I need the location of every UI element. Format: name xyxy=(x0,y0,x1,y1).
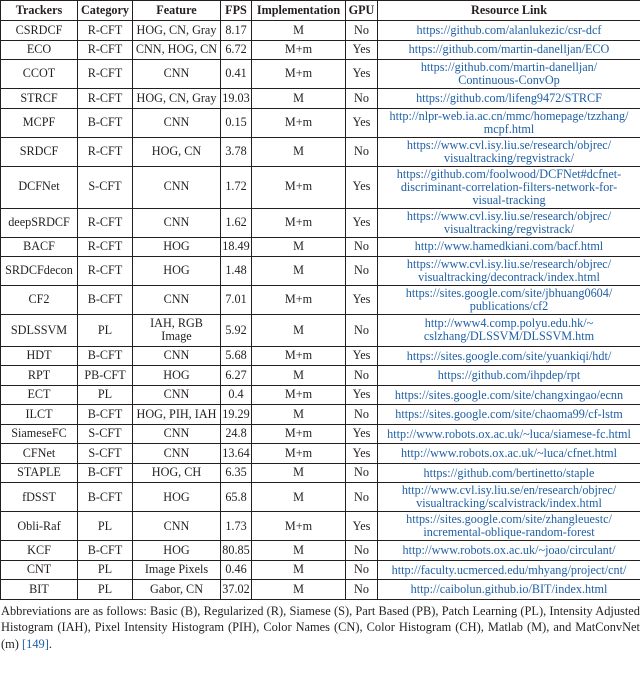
cell-resource-link xyxy=(378,463,640,483)
cell-tracker: SRDCFdecon xyxy=(1,257,78,286)
resource-link[interactable]: http://www4.comp.polyu.edu.hk/~ xyxy=(424,316,594,331)
cell-feature: HOG xyxy=(133,237,221,257)
cell-fps: 18.49 xyxy=(221,237,252,257)
cell-category: PB-CFT xyxy=(78,366,133,386)
cell-fps: 0.46 xyxy=(221,560,252,580)
cell-gpu: No xyxy=(346,257,378,286)
cell-implementation: M xyxy=(252,366,346,386)
cell-feature: CNN xyxy=(133,108,221,137)
cell-gpu: No xyxy=(346,405,378,425)
resource-link[interactable]: https://github.com/martin-danelljan/ xyxy=(420,60,598,74)
resource-link[interactable]: http://caibolun.github.io/BIT/index.html xyxy=(410,582,608,597)
cell-feature: CNN xyxy=(133,286,221,315)
cell-feature: HOG xyxy=(133,366,221,386)
table-row xyxy=(1,405,640,425)
resource-link[interactable]: https://sites.google.com/site/chaoma99/cf-lstm xyxy=(395,407,623,422)
cell-fps: 0.15 xyxy=(221,108,252,137)
cell-tracker: BACF xyxy=(1,237,78,257)
caption-end: . xyxy=(48,636,52,651)
table-row xyxy=(1,257,640,286)
cell-gpu: No xyxy=(346,366,378,386)
resource-link[interactable]: http://www.robots.ox.ac.uk/~luca/siamese-fc.html xyxy=(387,426,631,441)
cell-tracker: STRCF xyxy=(1,89,78,109)
cell-fps: 37.02 xyxy=(221,580,252,600)
header-trackers: Trackers xyxy=(1,1,78,21)
resource-link[interactable]: visualtracking/scalvistrack/index.html xyxy=(416,496,602,511)
cell-feature: IAH, RGB Image xyxy=(133,315,221,347)
cell-feature: HOG, PIH, IAH xyxy=(133,405,221,425)
cell-fps: 5.68 xyxy=(221,346,252,366)
cell-fps: 1.48 xyxy=(221,257,252,286)
cell-resource-link xyxy=(378,560,640,580)
resource-link[interactable]: http://faculty.ucmerced.edu/mhyang/project/cnt/ xyxy=(391,562,627,577)
cell-tracker: SiameseFC xyxy=(1,424,78,444)
table-row xyxy=(1,108,640,137)
cell-category: PL xyxy=(78,560,133,580)
cell-fps: 13.64 xyxy=(221,444,252,464)
header-implementation: Implementation xyxy=(252,1,346,21)
cell-fps: 1.62 xyxy=(221,208,252,237)
cell-gpu: Yes xyxy=(346,208,378,237)
cell-resource-link xyxy=(378,580,640,600)
resource-link[interactable]: Continuous-ConvOp xyxy=(458,73,560,87)
resource-link[interactable]: https://www.cvl.isy.liu.se/research/objrec/ xyxy=(406,208,612,223)
cell-feature: HOG xyxy=(133,541,221,561)
cell-resource-link xyxy=(378,257,640,286)
cell-fps: 1.73 xyxy=(221,512,252,541)
cell-tracker: ILCT xyxy=(1,405,78,425)
cell-fps: 6.72 xyxy=(221,40,252,60)
cell-category: S-CFT xyxy=(78,424,133,444)
cell-category: PL xyxy=(78,580,133,600)
table-row xyxy=(1,208,640,237)
cell-implementation: M xyxy=(252,257,346,286)
cell-resource-link xyxy=(378,512,640,541)
table-body xyxy=(1,21,640,600)
cell-category: R-CFT xyxy=(78,257,133,286)
cell-gpu: Yes xyxy=(346,40,378,60)
cell-gpu: No xyxy=(346,483,378,512)
table-caption xyxy=(0,600,640,653)
table-row xyxy=(1,346,640,366)
cell-resource-link xyxy=(378,424,640,444)
cell-feature: CNN xyxy=(133,444,221,464)
resource-link[interactable]: http://www.robots.ox.ac.uk/~joao/circulant/ xyxy=(402,543,616,558)
resource-link[interactable]: https://github.com/alanlukezic/csr-dcf xyxy=(416,22,602,37)
cell-implementation: M+m xyxy=(252,444,346,464)
cell-category: S-CFT xyxy=(78,166,133,208)
cell-resource-link xyxy=(378,541,640,561)
cell-tracker: DCFNet xyxy=(1,166,78,208)
cell-gpu: No xyxy=(346,21,378,41)
cell-tracker: ECO xyxy=(1,40,78,60)
table-row xyxy=(1,560,640,580)
resource-link[interactable]: https://www.cvl.isy.liu.se/research/objrec/ xyxy=(406,137,612,152)
table-row xyxy=(1,21,640,41)
cell-feature: Image Pixels xyxy=(133,560,221,580)
cell-implementation: M+m xyxy=(252,108,346,137)
table-row xyxy=(1,40,640,60)
cell-category: B-CFT xyxy=(78,108,133,137)
resource-link[interactable]: visual-tracking xyxy=(472,192,546,207)
table-row xyxy=(1,512,640,541)
cell-feature: CNN xyxy=(133,385,221,405)
resource-link[interactable]: discriminant-correlation-filters-network-for- xyxy=(400,179,618,194)
cell-feature: CNN xyxy=(133,512,221,541)
table-row xyxy=(1,366,640,386)
resource-link[interactable]: https://github.com/lifeng9472/STRCF xyxy=(416,90,602,105)
cell-feature: CNN xyxy=(133,346,221,366)
cell-feature: CNN, HOG, CN xyxy=(133,40,221,60)
cell-tracker: STAPLE xyxy=(1,463,78,483)
table-row xyxy=(1,315,640,347)
resource-link[interactable]: https://sites.google.com/site/zhangleuestc/ xyxy=(406,512,612,527)
cell-gpu: No xyxy=(346,89,378,109)
cell-gpu: Yes xyxy=(346,108,378,137)
cell-feature: HOG, CH xyxy=(133,463,221,483)
resource-link[interactable]: http://nlpr-web.ia.ac.cn/mmc/homepage/tzzhang/ xyxy=(389,108,629,123)
cell-tracker: Obli-Raf xyxy=(1,512,78,541)
cell-implementation: M+m xyxy=(252,208,346,237)
resource-link[interactable]: incremental-oblique-random-forest xyxy=(423,525,595,540)
cell-tracker: CCOT xyxy=(1,60,78,89)
header-resource-link: Resource Link xyxy=(378,1,640,21)
cell-fps: 6.35 xyxy=(221,463,252,483)
header-category: Category xyxy=(78,1,133,21)
cell-fps: 5.92 xyxy=(221,315,252,347)
cell-fps: 7.01 xyxy=(221,286,252,315)
cell-resource-link xyxy=(378,40,640,60)
cell-gpu: Yes xyxy=(346,512,378,541)
resource-link[interactable]: https://www.cvl.isy.liu.se/research/objrec/ xyxy=(406,257,612,271)
resource-link[interactable]: https://sites.google.com/site/yuankiqi/hdt/ xyxy=(406,348,612,363)
cell-resource-link xyxy=(378,237,640,257)
cell-tracker: CFNet xyxy=(1,444,78,464)
cell-implementation: M+m xyxy=(252,286,346,315)
cell-feature: CNN xyxy=(133,424,221,444)
cell-category: B-CFT xyxy=(78,483,133,512)
table-row xyxy=(1,60,640,89)
cell-gpu: Yes xyxy=(346,424,378,444)
cell-implementation: M xyxy=(252,541,346,561)
cell-implementation: M xyxy=(252,405,346,425)
cell-category: R-CFT xyxy=(78,137,133,166)
resource-link[interactable]: https://github.com/foolwood/DCFNet#dcfnet- xyxy=(396,166,622,181)
cell-implementation: M xyxy=(252,580,346,600)
cell-implementation: M xyxy=(252,315,346,347)
cell-fps: 6.27 xyxy=(221,366,252,386)
cell-tracker: BIT xyxy=(1,580,78,600)
cell-implementation: M+m xyxy=(252,512,346,541)
cell-fps: 0.41 xyxy=(221,60,252,89)
resource-link[interactable]: http://www.cvl.isy.liu.se/en/research/objrec/ xyxy=(401,483,617,498)
cell-implementation: M+m xyxy=(252,40,346,60)
table-row xyxy=(1,166,640,208)
cell-tracker: MCPF xyxy=(1,108,78,137)
cell-resource-link xyxy=(378,483,640,512)
resource-link[interactable]: publications/cf2 xyxy=(469,299,549,313)
cell-implementation: M+m xyxy=(252,346,346,366)
cell-category: B-CFT xyxy=(78,286,133,315)
cell-resource-link xyxy=(378,346,640,366)
cell-category: R-CFT xyxy=(78,40,133,60)
table-row xyxy=(1,286,640,315)
cell-category: R-CFT xyxy=(78,237,133,257)
cell-fps: 1.72 xyxy=(221,166,252,208)
cell-tracker: CF2 xyxy=(1,286,78,315)
cell-fps: 24.8 xyxy=(221,424,252,444)
cell-gpu: Yes xyxy=(346,60,378,89)
resource-link[interactable]: https://github.com/bertinetto/staple xyxy=(423,465,595,480)
cell-category: R-CFT xyxy=(78,60,133,89)
cell-fps: 80.85 xyxy=(221,541,252,561)
cell-fps: 3.78 xyxy=(221,137,252,166)
cell-gpu: Yes xyxy=(346,166,378,208)
cell-fps: 19.03 xyxy=(221,89,252,109)
cell-category: B-CFT xyxy=(78,346,133,366)
cell-tracker: HDT xyxy=(1,346,78,366)
resource-link[interactable]: visualtracking/regvistrack/ xyxy=(444,150,574,165)
cell-feature: HOG, CN, Gray xyxy=(133,21,221,41)
cell-implementation: M xyxy=(252,21,346,41)
resource-link[interactable]: visualtracking/decontrack/index.html xyxy=(418,270,600,284)
cell-category: B-CFT xyxy=(78,405,133,425)
table-row xyxy=(1,385,640,405)
resource-link[interactable]: https://sites.google.com/site/changxingao/ecnn xyxy=(394,387,624,402)
cell-gpu: No xyxy=(346,580,378,600)
cell-tracker: SDLSSVM xyxy=(1,315,78,347)
cell-resource-link xyxy=(378,108,640,137)
cell-gpu: Yes xyxy=(346,385,378,405)
cell-gpu: No xyxy=(346,560,378,580)
cell-category: PL xyxy=(78,512,133,541)
cell-implementation: M xyxy=(252,560,346,580)
cell-implementation: M+m xyxy=(252,424,346,444)
table-row xyxy=(1,483,640,512)
cell-implementation: M xyxy=(252,137,346,166)
citation-link[interactable]: [149] xyxy=(22,636,49,651)
cell-feature: Gabor, CN xyxy=(133,580,221,600)
cell-resource-link xyxy=(378,208,640,237)
table-row xyxy=(1,89,640,109)
cell-resource-link xyxy=(378,385,640,405)
resource-link[interactable]: http://www.robots.ox.ac.uk/~luca/cfnet.html xyxy=(401,446,617,461)
resource-link[interactable]: https://github.com/martin-danelljan/ECO xyxy=(408,42,610,57)
cell-resource-link xyxy=(378,366,640,386)
table-row xyxy=(1,463,640,483)
cell-resource-link xyxy=(378,444,640,464)
cell-category: B-CFT xyxy=(78,541,133,561)
cell-fps: 8.17 xyxy=(221,21,252,41)
cell-feature: CNN xyxy=(133,60,221,89)
cell-resource-link xyxy=(378,137,640,166)
cell-feature: HOG, CN xyxy=(133,137,221,166)
cell-category: PL xyxy=(78,315,133,347)
resource-link[interactable]: https://github.com/ihpdep/rpt xyxy=(437,368,581,383)
table-row xyxy=(1,424,640,444)
header-feature: Feature xyxy=(133,1,221,21)
cell-gpu: No xyxy=(346,237,378,257)
cell-category: PL xyxy=(78,385,133,405)
cell-implementation: M xyxy=(252,237,346,257)
cell-gpu: Yes xyxy=(346,444,378,464)
resource-link[interactable]: visualtracking/regvistrack/ xyxy=(444,221,574,236)
table-row xyxy=(1,237,640,257)
cell-implementation: M xyxy=(252,463,346,483)
header-fps: FPS xyxy=(221,1,252,21)
cell-implementation: M+m xyxy=(252,166,346,208)
resource-link[interactable]: cslzhang/DLSSVM/DLSSVM.htm xyxy=(423,329,595,344)
cell-fps: 0.4 xyxy=(221,385,252,405)
header-gpu: GPU xyxy=(346,1,378,21)
resource-link[interactable]: http://www.hamedkiani.com/bacf.html xyxy=(414,239,604,254)
cell-resource-link xyxy=(378,21,640,41)
cell-category: S-CFT xyxy=(78,444,133,464)
cell-tracker: deepSRDCF xyxy=(1,208,78,237)
cell-fps: 65.8 xyxy=(221,483,252,512)
cell-fps: 19.29 xyxy=(221,405,252,425)
cell-tracker: CNT xyxy=(1,560,78,580)
cell-tracker: CSRDCF xyxy=(1,21,78,41)
table-row xyxy=(1,444,640,464)
cell-gpu: No xyxy=(346,137,378,166)
cell-category: B-CFT xyxy=(78,463,133,483)
cell-tracker: fDSST xyxy=(1,483,78,512)
cell-resource-link xyxy=(378,315,640,347)
table-row xyxy=(1,541,640,561)
caption-text: Abbreviations are as follows: Basic (B), Regularized (R), Siamese (S), Part Based (PB), Patch Learning (PL), Intensity Adjusted Histogram (IAH), Pixel Intensity Histogram (PIH), Color Names (CN), Color Histogram (CH), Matlab (M), and MatConvNet (m) xyxy=(1,603,640,651)
cell-feature: HOG xyxy=(133,257,221,286)
cell-implementation: M+m xyxy=(252,385,346,405)
cell-gpu: Yes xyxy=(346,286,378,315)
table-row xyxy=(1,137,640,166)
cell-tracker: SRDCF xyxy=(1,137,78,166)
cell-category: R-CFT xyxy=(78,208,133,237)
cell-feature: CNN xyxy=(133,208,221,237)
cell-gpu: Yes xyxy=(346,346,378,366)
cell-implementation: M+m xyxy=(252,60,346,89)
cell-category: R-CFT xyxy=(78,21,133,41)
cell-gpu: No xyxy=(346,463,378,483)
resource-link[interactable]: https://sites.google.com/site/jbhuang0604/ xyxy=(405,286,613,300)
cell-feature: CNN xyxy=(133,166,221,208)
table-header-row xyxy=(1,1,640,21)
cell-resource-link xyxy=(378,286,640,315)
cell-feature: HOG xyxy=(133,483,221,512)
cell-resource-link xyxy=(378,166,640,208)
cell-tracker: ECT xyxy=(1,385,78,405)
cell-resource-link xyxy=(378,60,640,89)
cell-tracker: KCF xyxy=(1,541,78,561)
cell-implementation: M xyxy=(252,89,346,109)
resource-link[interactable]: mcpf.html xyxy=(483,121,535,136)
cell-resource-link xyxy=(378,405,640,425)
cell-category: R-CFT xyxy=(78,89,133,109)
cell-feature: HOG, CN, Gray xyxy=(133,89,221,109)
cell-resource-link xyxy=(378,89,640,109)
cell-gpu: No xyxy=(346,541,378,561)
cell-tracker: RPT xyxy=(1,366,78,386)
cell-implementation: M xyxy=(252,483,346,512)
table-row xyxy=(1,580,640,600)
cell-gpu: No xyxy=(346,315,378,347)
